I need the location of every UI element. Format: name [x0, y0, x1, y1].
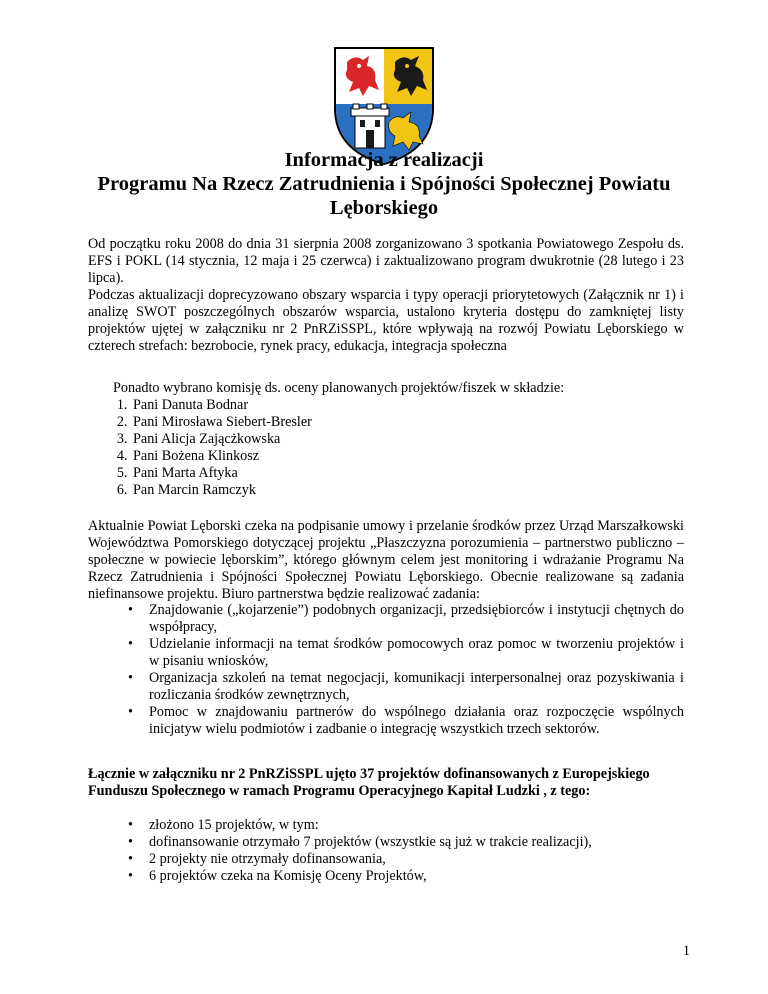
list-item: 1. Pani Danuta Bodnar [131, 397, 683, 414]
summary-heading: Łącznie w załączniku nr 2 PnRZiSSPL ujęto 37 projektów dofinansowanych z Europejskiego Funduszu Społecznego w ramach Programu Operacyjnego Kapitał Ludzki , z tego: [88, 766, 650, 799]
title-line-1: Informacja z realizacji [284, 149, 484, 171]
title-line-3: Lęborskiego [329, 197, 439, 219]
list-item: 6. Pan Marcin Ramczyk [131, 482, 683, 499]
committee-list [113, 397, 683, 499]
list-item: 4. Pani Bożena Klinkosz [131, 448, 683, 465]
intro-paragraph: Od początku roku 2008 do dnia 31 sierpnia 2008 zorganizowano 3 spotkania Powiatowego Zespołu ds. EFS i POKL (14 stycznia, 12 maja i 25 czerwca) i zaktualizowano program dwukrotnie (28 lutego i 23 lipca). [88, 236, 684, 286]
list-item: • 2 projekty nie otrzymały dofinansowania, [128, 851, 684, 868]
list-item: 3. Pani Alicja Zającżkowska [131, 431, 683, 448]
update-paragraph: Podczas aktualizacji doprecyzowano obszary wsparcia i typy operacji priorytetowych (Załącznik nr 1) i analizę SWOT poszczególnych obszarów wsparcia, ustalono kryteria dostępu do zamkniętej listy projektów ujętej w załączniku nr 2 PnRZiSSPL, które wpływają na rozwój Powiatu Lęborskiego w czterech strefach: bezrobocie, rynek pracy, edukacja, integracja społeczna [88, 287, 684, 354]
list-item: • Organizacja szkoleń na temat negocjacji, komunikacji interpersonalnej oraz pozyskiwania i rozliczania środków zewnętrznych, [128, 670, 684, 704]
tasks-list [128, 602, 684, 738]
committee-intro: Ponadto wybrano komisję ds. oceny planowanych projektów/fiszek w składzie: [113, 380, 565, 396]
summary-list [128, 817, 684, 885]
tasks-section [128, 602, 684, 738]
page-number: 1 [682, 943, 690, 959]
document-title [60, 148, 708, 220]
list-item: • 6 projektów czeka na Komisję Oceny Projektów, [128, 868, 684, 885]
list-item: • Udzielanie informacji na temat środków pomocowych oraz pomoc w tworzeniu projektów i w pisaniu wniosków, [128, 636, 684, 670]
list-item: • Znajdowanie („kojarzenie”) podobnych organizacji, przedsiębiorców i instytucji chętnych do współpracy, [128, 602, 684, 636]
list-item: • złożono 15 projektów, w tym: [128, 817, 684, 834]
committee-section [113, 380, 683, 499]
list-item: • Pomoc w znajdowaniu partnerów do wspólnego działania oraz rozpoczęcie wspólnych inicjatyw wielu podmiotów i zadbanie o integrację wszystkich trzech sektorów. [128, 704, 684, 738]
title-line-2: Programu Na Rzecz Zatrudnienia i Spójności Społecznej Powiatu [97, 173, 671, 195]
list-item: 5. Pani Marta Aftyka [131, 465, 683, 482]
project-paragraph: Aktualnie Powiat Lęborski czeka na podpisanie umowy i przelanie środków przez Urząd Marszałkowski Województwa Pomorskiego dotyczącej projektu „Płaszczyzna porozumienia – partnerstwo publiczno – społeczne w powiecie lęborskim”, którego głównym celem jest monitoring i wdrażanie Programu Na Rzecz Zatrudnienia i Spójności Społecznej Powiatu Lęborskiego. Obecnie realizowane są zadania niefinansowe projektu. Biuro partnerstwa będzie realizować zadania: [88, 518, 684, 602]
summary-section [128, 817, 684, 885]
list-item: • dofinansowanie otrzymało 7 projektów (wszystkie są już w trakcie realizacji), [128, 834, 684, 851]
list-item: 2. Pani Mirosława Siebert-Bresler [131, 414, 683, 431]
